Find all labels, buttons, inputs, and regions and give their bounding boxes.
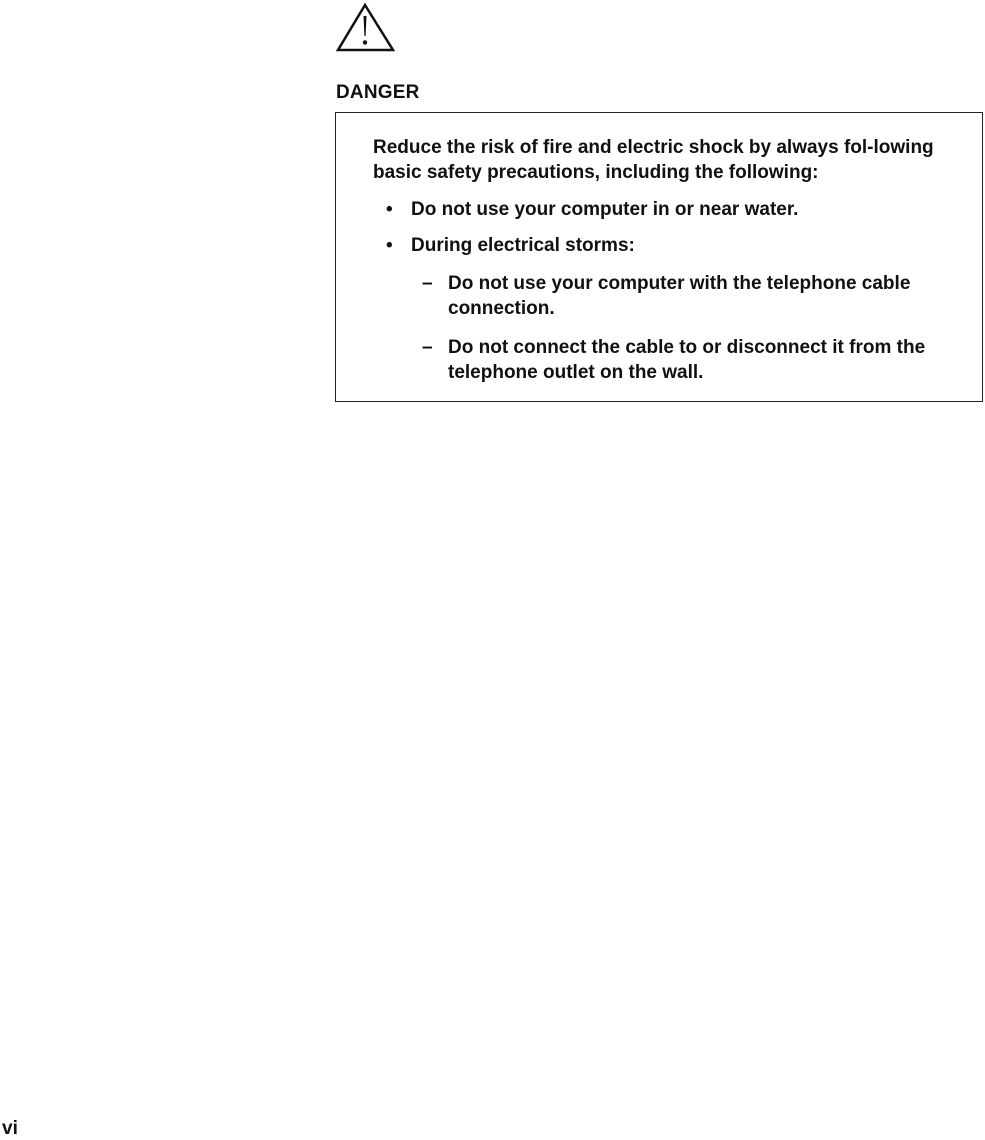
- warning-triangle-icon: [336, 2, 396, 52]
- sub-list-item-text: Do not use your computer with the telephone cable connection.: [448, 273, 911, 319]
- list-item-text: During electrical storms:: [411, 235, 635, 256]
- bullet-marker: •: [386, 235, 393, 256]
- dash-marker: –: [422, 273, 433, 294]
- danger-heading: DANGER: [336, 82, 420, 103]
- dash-marker: –: [422, 337, 433, 358]
- bullet-marker: •: [386, 199, 393, 220]
- sub-list-item-text: Do not connect the cable to or disconnect it from the telephone outlet on the wall.: [448, 337, 926, 383]
- notice-intro: Reduce the risk of fire and electric shock by always fol-lowing basic safety precautions, including the following:: [373, 137, 934, 183]
- page-number: vi: [2, 1118, 18, 1139]
- list-item-text: Do not use your computer in or near water.: [411, 199, 799, 220]
- danger-notice-box: [335, 112, 983, 402]
